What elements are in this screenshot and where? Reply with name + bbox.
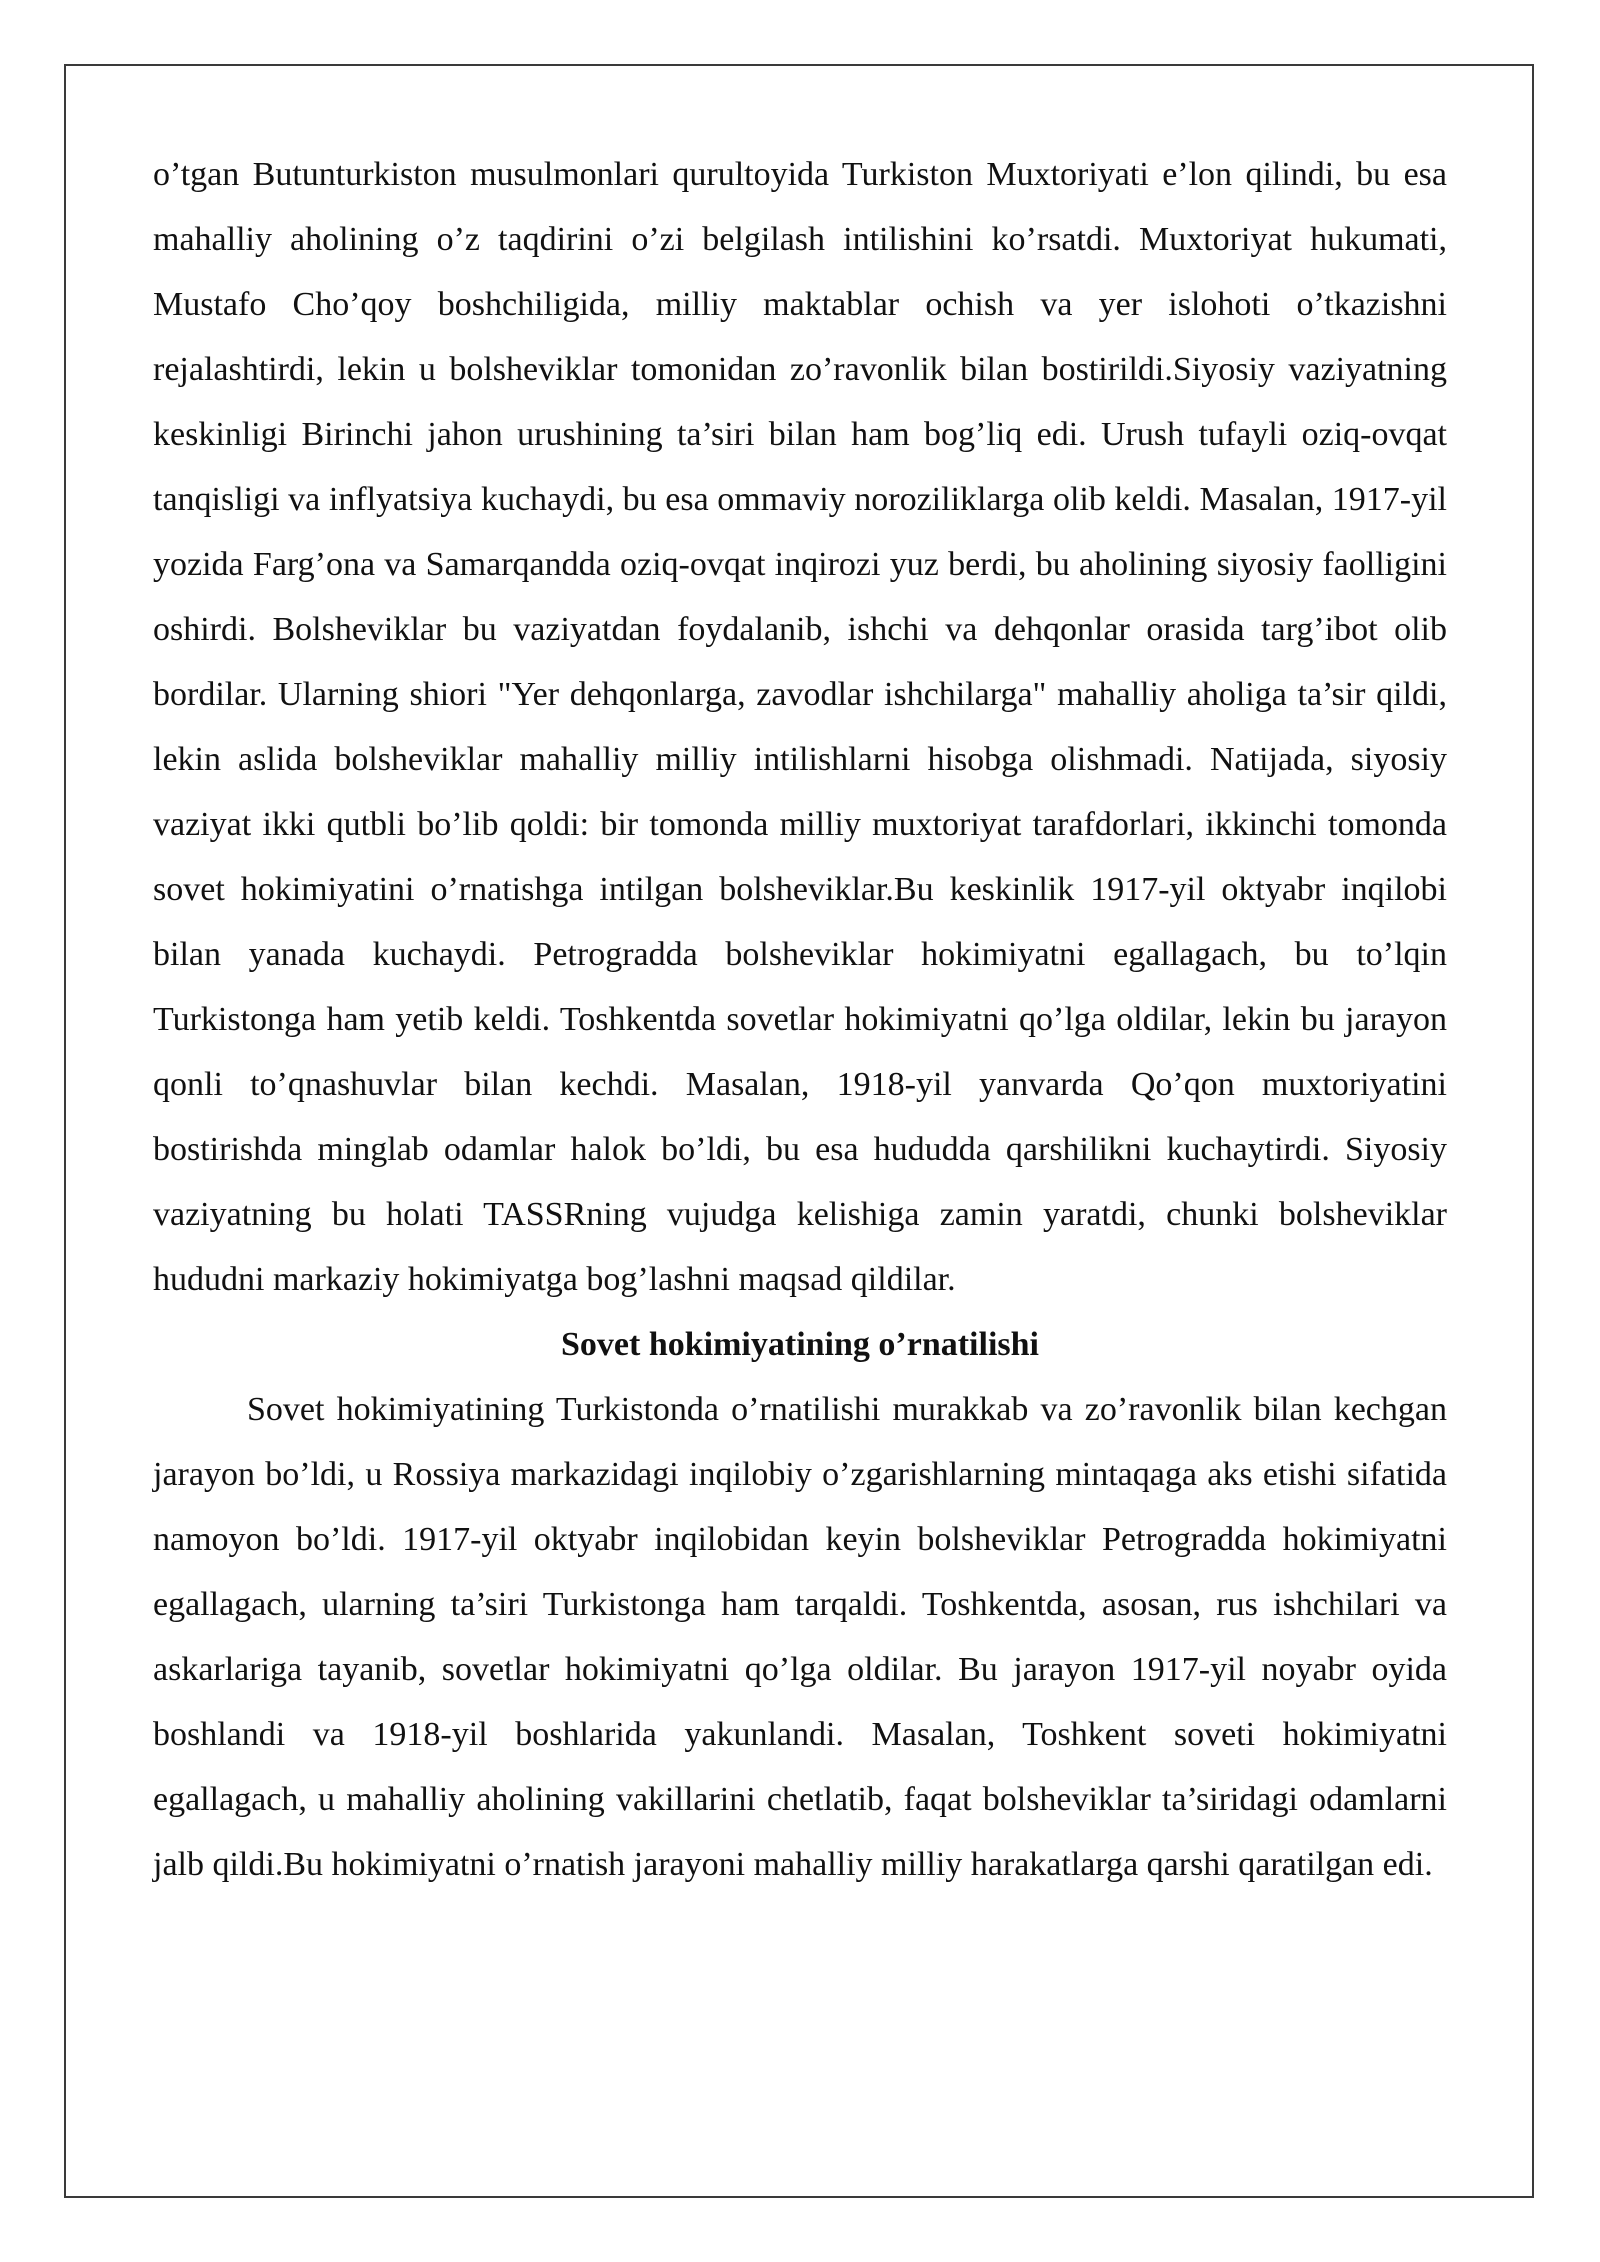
document-body — [153, 142, 1447, 1897]
section-heading: Sovet hokimiyatining o’rnatilishi — [561, 1326, 1039, 1363]
paragraph-continuation: o’tgan Butunturkiston musulmonlari qurultoyida Turkiston Muxtoriyati e’lon qilindi, bu esa mahalliy aholining o’z taqdirini o’zi belgilash intilishini ko’rsatdi. Muxtoriyat hukumati, Mustafo Cho’qoy boshchiligida, milliy maktablar ochish va yer islohoti o’tkazishni rejalashtirdi, lekin u bolsheviklar tomonidan zo’ravonlik bilan bostirildi.Siyosiy vaziyatning keskinligi Birinchi jahon urushining ta’siri bilan ham bog’liq edi. Urush tufayli oziq-ovqat tanqisligi va inflyatsiya kuchaydi, bu esa ommaviy noroziliklarga olib keldi. Masalan, 1917-yil yozida Farg’ona va Samarqandda oziq-ovqat inqirozi yuz berdi, bu aholining siyosiy faolligini oshirdi. Bolsheviklar bu vaziyatdan foydalanib, ishchi va dehqonlar orasida targ’ibot olib bordilar. Ularning shiori "Yer dehqonlarga, zavodlar ishchilarga" mahalliy aholiga ta’sir qildi, lekin aslida bolsheviklar mahalliy milliy intilishlarni hisobga olishmadi. Natijada, siyosiy vaziyat ikki qutbli bo’lib qoldi: bir tomonda milliy muxtoriyat tarafdorlari, ikkinchi tomonda sovet hokimiyatini o’rnatishga intilgan bolsheviklar.Bu keskinlik 1917-yil oktyabr inqilobi bilan yanada kuchaydi. Petrogradda bolsheviklar hokimiyatni egallagach, bu to’lqin Turkistonga ham yetib keldi. Toshkentda sovetlar hokimiyatni qo’lga oldilar, lekin bu jarayon qonli to’qnashuvlar bilan kechdi. Masalan, 1918-yil yanvarda Qo’qon muxtoriyatini bostirishda minglab odamlar halok bo’ldi, bu esa hududda qarshilikni kuchaytirdi. Siyosiy vaziyatning bu holati TASSRning vujudga kelishiga zamin yaratdi, chunki bolsheviklar hududni markaziy hokimiyatga bog’lashni maqsad qildilar. — [153, 156, 1447, 1298]
section-paragraph: Sovet hokimiyatining Turkistonda o’rnatilishi murakkab va zo’ravonlik bilan kechgan jarayon bo’ldi, u Rossiya markazidagi inqilobiy o’zgarishlarning mintaqaga aks etishi sifatida namoyon bo’ldi. 1917-yil oktyabr inqilobidan keyin bolsheviklar Petrogradda hokimiyatni egallagach, ularning ta’siri Turkistonga ham tarqaldi. Toshkentda, asosan, rus ishchilari va askarlariga tayanib, sovetlar hokimiyatni qo’lga oldilar. Bu jarayon 1917-yil noyabr oyida boshlandi va 1918-yil boshlarida yakunlandi. Masalan, Toshkent soveti hokimiyatni egallagach, u mahalliy aholining vakillarini chetlatib, faqat bolsheviklar ta’siridagi odamlarni jalb qildi.Bu hokimiyatni o’rnatish jarayoni mahalliy milliy harakatlarga qarshi qaratilgan edi. — [153, 1391, 1447, 1883]
